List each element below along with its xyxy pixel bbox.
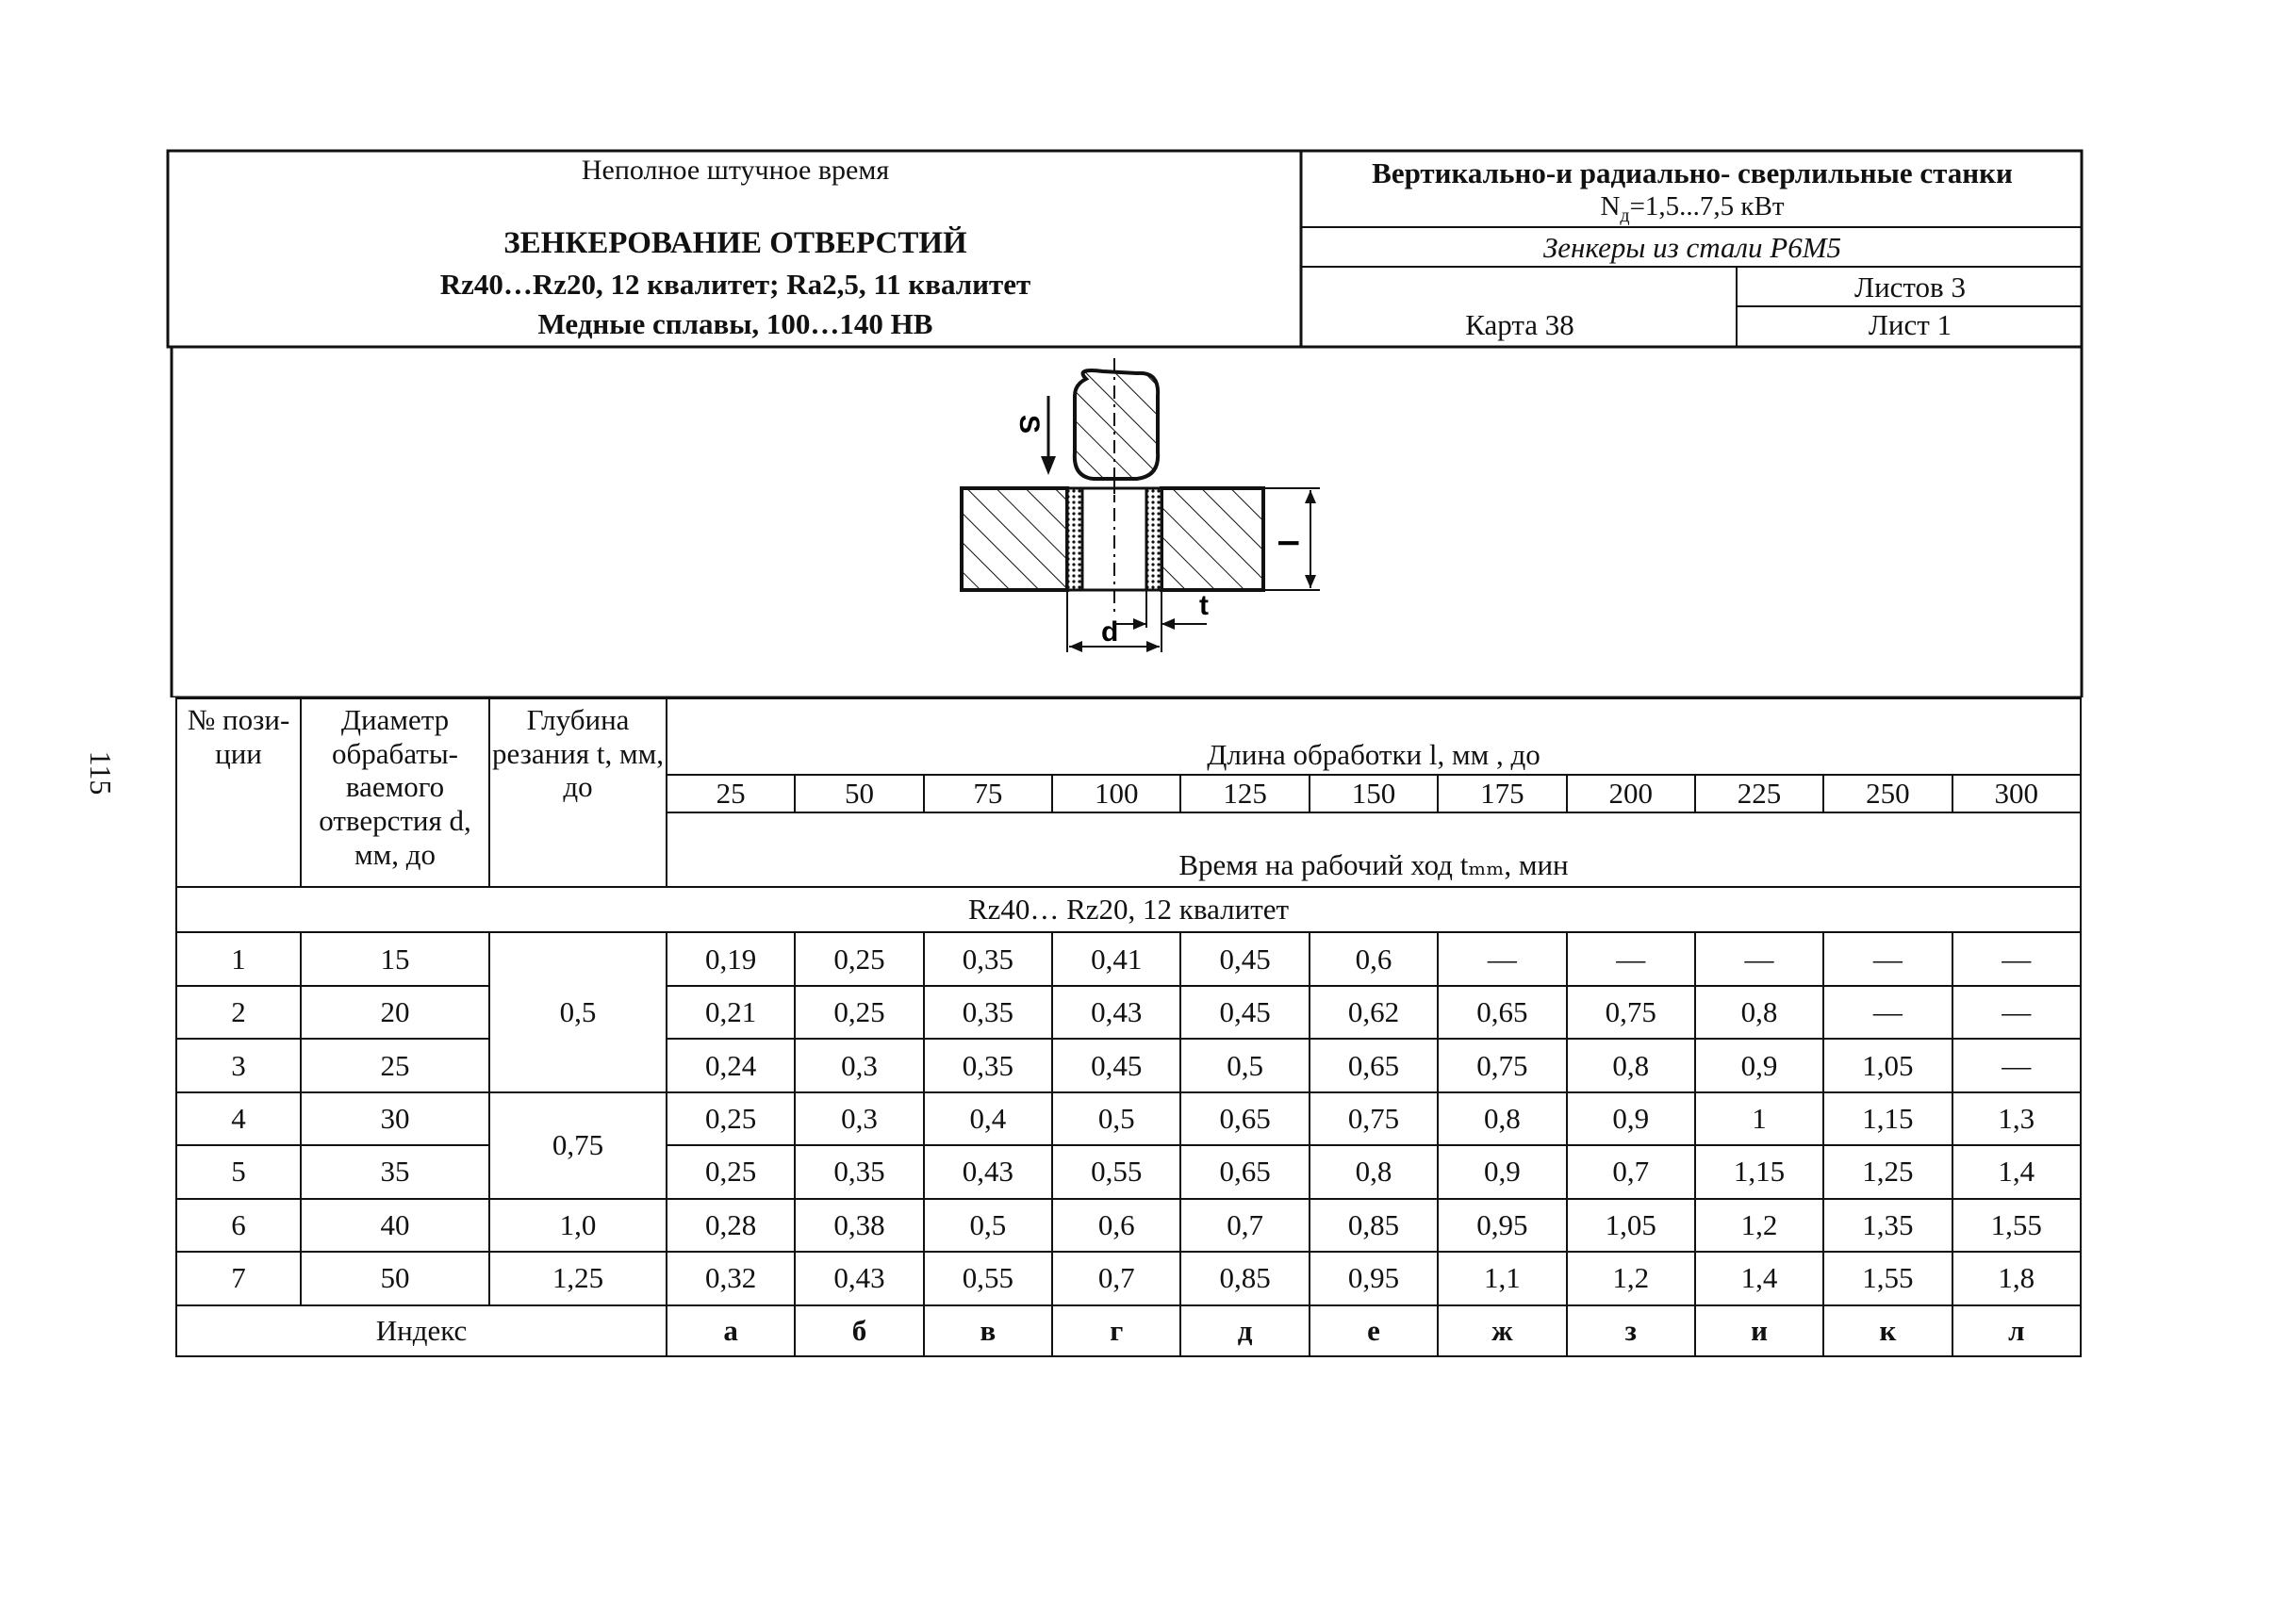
time-cell: 1,15 [1695,1145,1823,1198]
time-cell: 0,4 [924,1092,1052,1145]
time-cell: 1,4 [1952,1145,2081,1198]
time-cell: 0,9 [1567,1092,1695,1145]
time-cell: 0,7 [1180,1199,1309,1252]
time-cell: 1,05 [1823,1039,1952,1091]
row-diameter: 30 [301,1092,489,1145]
time-cell: 0,45 [1180,932,1309,985]
time-cell: 0,75 [1310,1092,1438,1145]
card-number: Карта 38 [1465,308,1574,341]
time-cell: — [1567,932,1695,985]
label-t: t [1199,590,1209,621]
time-cell: 0,5 [924,1199,1052,1252]
time-cell: 0,95 [1310,1252,1438,1304]
time-cell: 0,41 [1052,932,1180,985]
time-cell: 0,43 [1052,986,1180,1039]
time-cell: 0,32 [667,1252,795,1304]
length-value: 175 [1438,775,1566,812]
time-cell: — [1438,932,1566,985]
index-letter: г [1052,1305,1180,1356]
time-cell: 0,8 [1695,986,1823,1039]
length-value: 75 [924,775,1052,812]
index-label: Индекс [176,1305,667,1356]
time-cell: 0,6 [1310,932,1438,985]
row-position: 2 [176,986,301,1039]
col-depth-header: Глубина резания t, мм, до [489,698,667,887]
time-cell: 0,35 [924,986,1052,1039]
page-number: 115 [84,750,118,796]
row-position: 3 [176,1039,301,1091]
row-position: 4 [176,1092,301,1145]
time-cell: 0,85 [1180,1252,1309,1304]
time-cell: 0,6 [1052,1199,1180,1252]
time-cell: 0,35 [795,1145,923,1198]
col-diameter-header: Диаметр обрабаты- ваемого отверстия d, мм, до [301,698,489,887]
table-row [176,1145,2081,1198]
time-cell: 0,65 [1180,1092,1309,1145]
workpiece [962,481,1263,613]
spec-line: Rz40…Rz20, 12 квалитет; Ra2,5, 11 квалитет [439,268,1031,301]
time-cell: 0,45 [1052,1039,1180,1091]
time-cell: 0,28 [667,1199,795,1252]
time-cell: — [1823,932,1952,985]
row-depth: 0,5 [489,932,667,1091]
time-cell: 0,43 [924,1145,1052,1198]
time-cell: 0,9 [1438,1145,1566,1198]
table-row [176,1092,2081,1145]
time-cell: 1,05 [1567,1199,1695,1252]
time-cell: 0,95 [1438,1199,1566,1252]
time-cell: 0,21 [667,986,795,1039]
time-cell: 1,35 [1823,1199,1952,1252]
index-letter: д [1180,1305,1309,1356]
time-cell: 0,45 [1180,986,1309,1039]
time-cell: — [1695,932,1823,985]
col-position-header: № пози- ции [176,698,301,887]
time-cell: 0,8 [1438,1092,1566,1145]
index-letter: з [1567,1305,1695,1356]
material-line: Медные сплавы, 100…140 НВ [537,307,933,340]
index-letter: в [924,1305,1052,1356]
length-value: 250 [1823,775,1952,812]
time-table [175,697,2082,1357]
time-cell: 0,38 [795,1199,923,1252]
time-cell: 0,5 [1180,1039,1309,1091]
length-value: 50 [795,775,923,812]
length-value: 100 [1052,775,1180,812]
time-cell: 0,25 [667,1145,795,1198]
header-subtitle: Неполное штучное время [581,155,890,186]
power-line: $N_д=1,5...7,5$ кВт [1600,191,1785,226]
section-label: Rz40… Rz20, 12 квалитет [176,887,2081,932]
time-header: Время на рабочий ход tₘₘ, мин [667,812,2081,887]
page-title: ЗЕНКЕРОВАНИЕ ОТВЕРСТИЙ [503,226,967,260]
time-cell: 0,62 [1310,986,1438,1039]
sheets-total: Листов 3 [1854,271,1966,303]
time-cell: 1,55 [1952,1199,2081,1252]
time-cell: 1 [1695,1092,1823,1145]
time-cell: 0,65 [1180,1145,1309,1198]
label-d: d [1101,616,1119,648]
table-row [176,1039,2081,1091]
length-header: Длина обработки l, мм , до [667,736,2081,774]
time-cell: — [1952,932,2081,985]
time-cell: 0,24 [667,1039,795,1091]
row-diameter: 25 [301,1039,489,1091]
time-cell: 0,35 [924,932,1052,985]
row-position: 6 [176,1199,301,1252]
time-cell: 1,4 [1695,1252,1823,1304]
time-cell: 1,2 [1695,1199,1823,1252]
index-letter: л [1952,1305,2081,1356]
time-cell: 1,1 [1438,1252,1566,1304]
time-cell: 0,75 [1438,1039,1566,1091]
time-cell: — [1952,986,2081,1039]
time-cell: 1,25 [1823,1145,1952,1198]
length-header-top [667,698,2081,736]
index-letter: к [1823,1305,1952,1356]
table-row [176,1252,2081,1304]
row-diameter: 50 [301,1252,489,1304]
label-l: l [1272,539,1303,548]
time-cell: 1,55 [1823,1252,1952,1304]
length-value: 225 [1695,775,1823,812]
time-cell: — [1952,1039,2081,1091]
time-cell: 0,7 [1052,1252,1180,1304]
row-depth: 1,25 [489,1252,667,1304]
time-cell: 0,43 [795,1252,923,1304]
index-letter: б [795,1305,923,1356]
length-value: 150 [1310,775,1438,812]
row-position: 5 [176,1145,301,1198]
row-depth: 1,0 [489,1199,667,1252]
index-letter: а [667,1305,795,1356]
table-row [176,986,2081,1039]
time-cell: 0,85 [1310,1199,1438,1252]
time-cell: 1,2 [1567,1252,1695,1304]
time-cell: 1,8 [1952,1252,2081,1304]
machine-line: Вертикально-и радиально- сверлильные станки [1372,156,2013,189]
time-cell: 1,15 [1823,1092,1952,1145]
time-cell: 0,5 [1052,1092,1180,1145]
table-row [176,932,2081,985]
length-value: 125 [1180,775,1309,812]
time-cell: 1,3 [1952,1092,2081,1145]
time-cell: 0,3 [795,1039,923,1091]
row-position: 1 [176,932,301,985]
time-cell: 0,9 [1695,1039,1823,1091]
row-diameter: 20 [301,986,489,1039]
table-row [176,1199,2081,1252]
time-cell: 0,55 [1052,1145,1180,1198]
index-letter: ж [1438,1305,1566,1356]
time-cell: 0,25 [795,932,923,985]
time-cell: 0,8 [1567,1039,1695,1091]
tool-line: Зенкеры из стали Р6М5 [1542,231,1842,264]
length-value: 200 [1567,775,1695,812]
time-cell: 0,25 [667,1092,795,1145]
time-cell: 0,65 [1438,986,1566,1039]
index-row [176,1305,2081,1356]
sheet-number: Лист 1 [1868,308,1952,341]
time-cell: — [1823,986,1952,1039]
index-letter: и [1695,1305,1823,1356]
time-cell: 0,19 [667,932,795,985]
time-cell: 0,25 [795,986,923,1039]
time-cell: 0,55 [924,1252,1052,1304]
time-cell: 0,7 [1567,1145,1695,1198]
row-diameter: 40 [301,1199,489,1252]
length-value: 300 [1952,775,2081,812]
countersink-tool [1075,358,1158,500]
time-cell: 0,8 [1310,1145,1438,1198]
time-cell: 0,35 [924,1039,1052,1091]
row-depth: 0,75 [489,1092,667,1199]
row-diameter: 35 [301,1145,489,1198]
label-s: S [1013,415,1045,435]
time-cell: 0,65 [1310,1039,1438,1091]
index-letter: е [1310,1305,1438,1356]
length-value: 25 [667,775,795,812]
row-diameter: 15 [301,932,489,985]
time-cell: 0,3 [795,1092,923,1145]
countersinking-diagram [924,358,1358,679]
time-cell: 0,75 [1567,986,1695,1039]
row-position: 7 [176,1252,301,1304]
